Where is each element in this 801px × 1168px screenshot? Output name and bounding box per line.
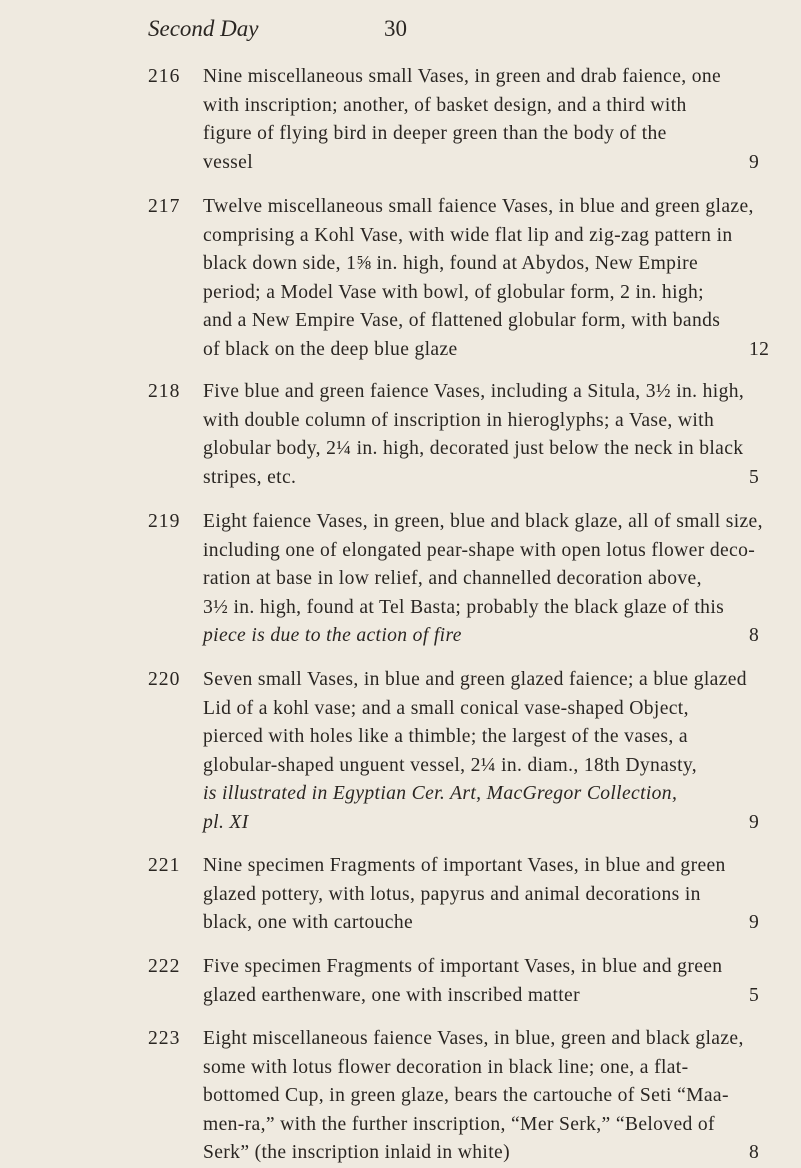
running-header xyxy=(148,16,761,46)
description-line: stripes, etc. xyxy=(203,466,297,488)
description-line: of black on the deep blue glaze xyxy=(203,338,458,360)
lot-entry xyxy=(148,953,776,1010)
lot-number: 221 xyxy=(148,855,181,876)
description-line: and a New Empire Vase, of flattened globular form, with bands xyxy=(203,310,721,331)
section-title: Second Day xyxy=(148,16,259,41)
description-line: 3½ in. high, found at Tel Basta; probably the black glaze of this xyxy=(203,596,725,618)
description-line: Nine miscellaneous small Vases, in green and drab faience, one xyxy=(203,66,722,87)
lot-entry xyxy=(148,378,776,492)
lot-description: Five blue and green faience Vases, including a Situla, 3½ in. high, with double column of inscription in hieroglyphs; a Vase, with globular body, 2¼ in. high, decorated just below the neck in black stripes, etc. 5 xyxy=(203,378,776,492)
lot-entry xyxy=(148,852,776,938)
description-line: Twelve miscellaneous small faience Vases, in blue and green glaze, xyxy=(203,196,754,217)
lot-description: Nine miscellaneous small Vases, in green and drab faience, one with inscription; another, of basket design, and a third with figure of flying bird in deeper green than the body of the vessel 9 xyxy=(203,63,776,177)
lot-description: Five specimen Fragments of important Vases, in blue and green glazed earthenware, one with inscribed matter 5 xyxy=(203,953,776,1010)
lot-entry xyxy=(148,508,776,651)
description-line: Nine specimen Fragments of important Vases, in blue and green xyxy=(203,855,726,876)
lot-description: Twelve miscellaneous small faience Vases, in blue and green glaze, comprising a Kohl Vase, with wide flat lip and zig-zag pattern in black down side, 1⅝ in. high, found at Abydos, New Empire period; a Model Vase with bowl, of globular form, 2 in. high; and a New Empire Vase, of flattened globular form, with bands of black on the deep blue glaze 12 xyxy=(203,193,776,364)
lot-number: 223 xyxy=(148,1028,181,1049)
description-line: with inscription; another, of basket design, and a third with xyxy=(203,94,687,116)
lot-entry xyxy=(148,193,776,364)
description-line: Lid of a kohl vase; and a small conical vase-shaped Object, xyxy=(203,697,689,719)
lot-description: Seven small Vases, in blue and green glazed faience; a blue glazed Lid of a kohl vase; and a small conical vase-shaped Object, pierced with holes like a thimble; the largest of the vases, a globular-shaped unguent vessel, 2¼ in. diam., 18th Dynasty, is illustrated in Egyptian Cer. Art, MacGregor Collection, pl. XI 9 xyxy=(203,666,776,837)
description-line: bottomed Cup, in green glaze, bears the cartouche of Seti “Maa- xyxy=(203,1085,729,1106)
description-line: comprising a Kohl Vase, with wide flat lip and zig-zag pattern in xyxy=(203,224,733,246)
description-line: with double column of inscription in hieroglyphs; a Vase, with xyxy=(203,409,715,431)
description-line: ration at base in low relief, and channelled decoration above, xyxy=(203,568,702,589)
description-line: black down side, 1⅝ in. high, found at Abydos, New Empire xyxy=(203,253,699,274)
lot-description: Eight miscellaneous faience Vases, in blue, green and black glaze, some with lotus flower decoration in black line; one, a flat- bottomed Cup, in green glaze, bears the cartouche of Seti “Maa- men-ra,” with the further inscription, “Mer Serk,” “Beloved of Serk” (the inscription inlaid in white) 8 xyxy=(203,1025,776,1168)
lot-description: Eight faience Vases, in green, blue and black glaze, all of small size, including one of elongated pear-shape with open lotus flower deco- ration at base in low relief, and channelled decoration above, 3½ in. high, found at Tel Basta; probably the black glaze of this piece is due to the action of fire 8 xyxy=(203,508,776,651)
description-line: some with lotus flower decoration in black line; one, a flat- xyxy=(203,1056,689,1078)
lot-number: 222 xyxy=(148,956,181,977)
description-line: Five blue and green faience Vases, including a Situla, 3½ in. high, xyxy=(203,381,745,402)
description-line: Eight miscellaneous faience Vases, in blue, green and black glaze, xyxy=(203,1028,744,1049)
description-line: glazed pottery, with lotus, papyrus and animal decorations in xyxy=(203,883,701,905)
description-line: including one of elongated pear-shape with open lotus flower deco- xyxy=(203,539,756,561)
lot-number: 217 xyxy=(148,196,181,217)
description-line: figure of flying bird in deeper green than the body of the xyxy=(203,123,667,144)
description-line: Serk” (the inscription inlaid in white) xyxy=(203,1142,510,1163)
lot-number: 218 xyxy=(148,381,181,402)
description-line: black, one with cartouche xyxy=(203,912,414,933)
description-line: piece is due to the action of fire xyxy=(203,625,462,646)
description-line: globular body, 2¼ in. high, decorated just below the neck in black xyxy=(203,438,744,459)
lot-number: 219 xyxy=(148,511,181,532)
lot-number: 216 xyxy=(148,66,181,87)
page-number: 30 xyxy=(384,16,407,41)
lot-entry xyxy=(148,1025,776,1168)
description-line: globular-shaped unguent vessel, 2¼ in. diam., 18th Dynasty, xyxy=(203,754,698,776)
description-line: Seven small Vases, in blue and green glazed faience; a blue glazed xyxy=(203,669,747,690)
description-line: pl. XI xyxy=(203,811,249,833)
description-line: vessel xyxy=(203,151,253,173)
lot-description: Nine specimen Fragments of important Vases, in blue and green glazed pottery, with lotus, papyrus and animal decorations in black, one with cartouche 9 xyxy=(203,852,776,938)
description-line: is illustrated in Egyptian Cer. Art, MacGregor Collection, xyxy=(203,783,678,804)
description-line: Five specimen Fragments of important Vases, in blue and green xyxy=(203,956,723,977)
description-line: men-ra,” with the further inscription, “Mer Serk,” “Beloved of xyxy=(203,1113,715,1135)
description-line: pierced with holes like a thimble; the largest of the vases, a xyxy=(203,726,688,747)
lot-entry xyxy=(148,666,776,837)
lot-number: 220 xyxy=(148,669,181,690)
description-line: Eight faience Vases, in green, blue and black glaze, all of small size, xyxy=(203,511,763,532)
description-line: glazed earthenware, one with inscribed matter xyxy=(203,984,580,1006)
lot-entry xyxy=(148,63,776,177)
description-line: period; a Model Vase with bowl, of globular form, 2 in. high; xyxy=(203,281,704,303)
